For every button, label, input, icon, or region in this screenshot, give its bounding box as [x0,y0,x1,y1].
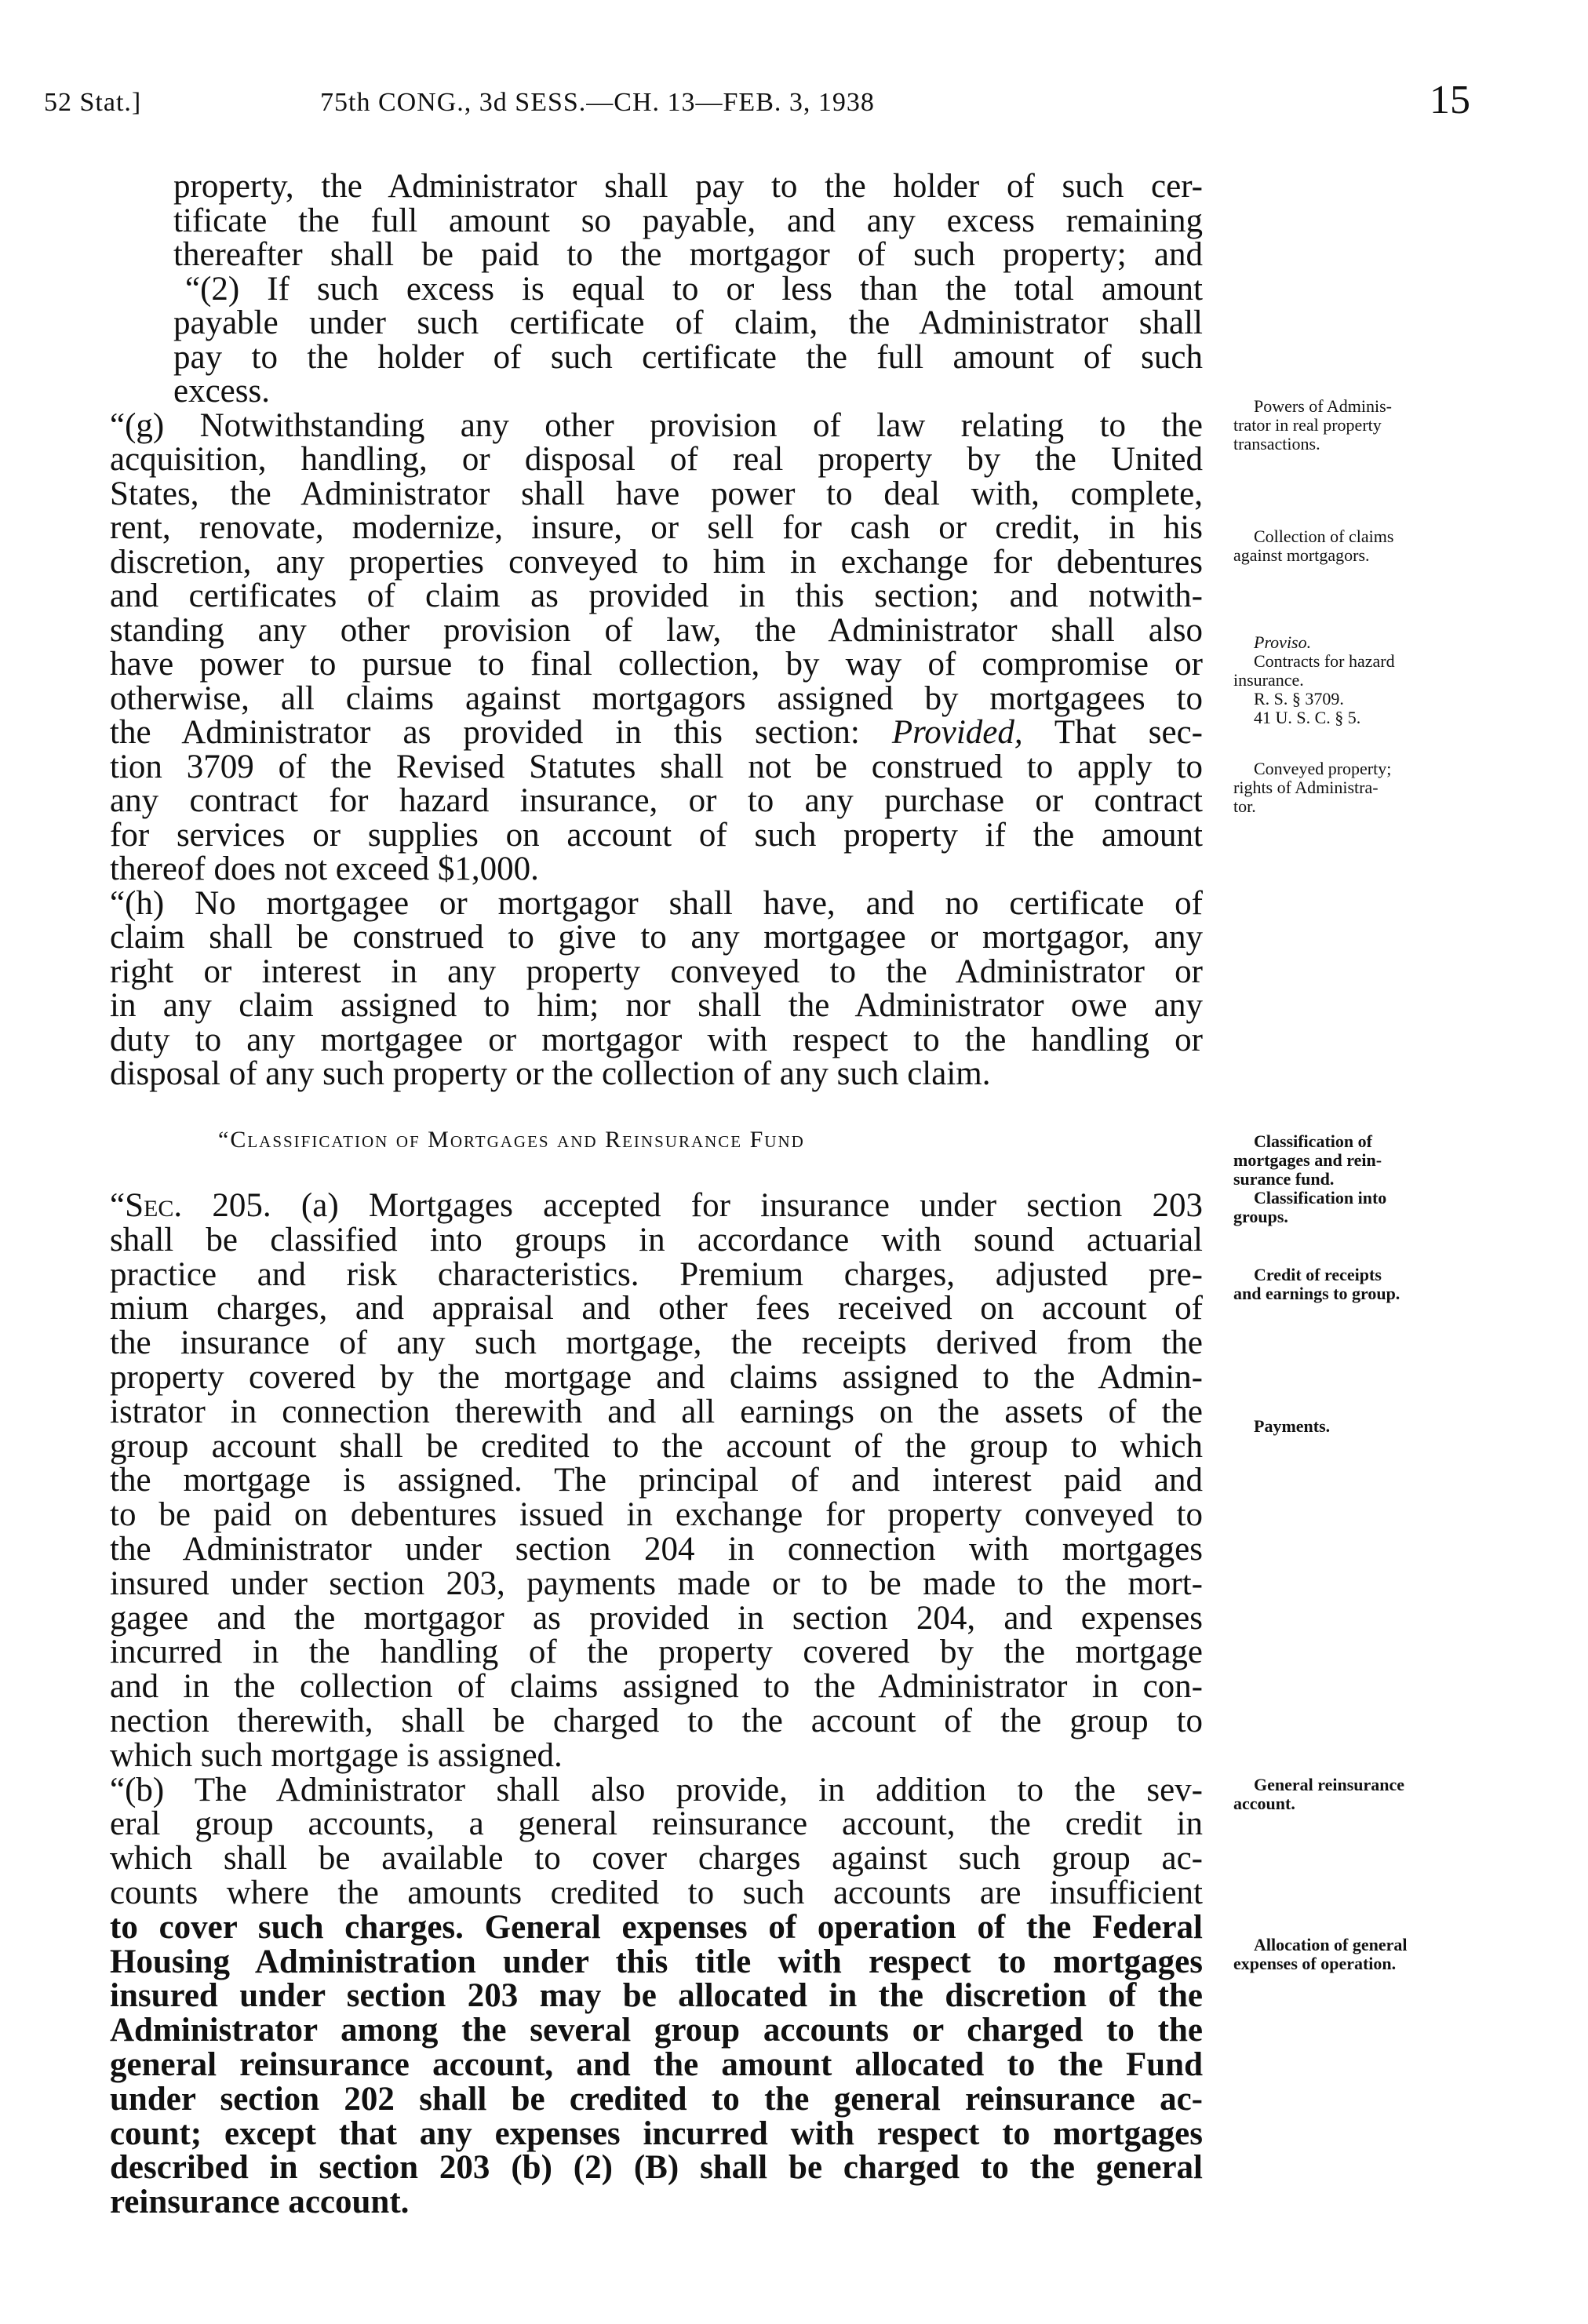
text-line: the insurance of any such mortgage, the receipts derived from the [110,1324,1203,1362]
text-line: property covered by the mortgage and claims assigned to the Admin- [110,1359,1203,1396]
margin-note-line: Allocation of general [1254,1935,1408,1954]
text-line: excess. [173,373,270,410]
margin-note-line: account. [1233,1794,1295,1813]
text-line: eral group accounts, a general reinsurance account, the credit in [110,1805,1203,1843]
text-line: “(g) Notwithstanding any other provision of law relating to the [110,406,1203,444]
text-line: to cover such charges. General expenses of operation of the Federal [110,1908,1203,1946]
text-line: to be paid on debentures issued in exchange for property conveyed to [110,1496,1203,1534]
text-line: claim shall be construed to give to any mortgagee or mortgagor, any [110,919,1203,956]
margin-note-line: insurance. [1233,670,1304,690]
text-line: any contract for hazard insurance, or to any purchase or contract [110,782,1203,819]
text-line: and in the collection of claims assigned to the Administrator in con- [110,1668,1203,1706]
running-head-volume: 52 Stat.] [44,88,142,117]
text-segment: 205. (a) Mortgages accepted for insurance under section 203 [182,1187,1203,1224]
margin-note-line: Classification of [1254,1131,1372,1151]
text-line: nection therewith, shall be charged to the account of the group to [110,1703,1203,1739]
text-line: “(h) No mortgagee or mortgagor shall have, and no certificate of [110,884,1203,922]
text-line [110,1189,1203,1223]
text-line: thereof does not exceed $1,000. [110,851,539,887]
margin-note [1233,1776,1469,1813]
text-segment: Sec. [125,1187,183,1224]
text-line: incurred in the handling of the property covered by the mortgage [110,1634,1203,1671]
margin-note-line: Collection of claims [1254,526,1394,546]
margin-note-line: surance fund. [1233,1169,1335,1189]
text-line: practice and risk characteristics. Premium charges, adjusted pre- [110,1255,1203,1293]
text-line: which such mortgage is assigned. [110,1736,563,1774]
margin-note-line: Conveyed property; [1254,759,1392,778]
text-line: States, the Administrator shall have power to deal with, complete, [110,475,1203,512]
text-line: disposal of any such property or the collection of any such claim. [110,1055,991,1092]
page-number: 15 [1430,78,1470,122]
margin-note-line: mortgages and rein- [1233,1150,1382,1170]
text-line: property, the Administrator shall pay to the holder of such cer- [173,168,1203,205]
margin-note-line: tor. [1233,796,1256,816]
margin-note-line: R. S. § 3709. [1254,689,1344,708]
text-line: in any claim assigned to him; nor shall the Administrator owe any [110,987,1203,1024]
text-line: istrator in connection therewith and all earnings on the assets of the [110,1393,1203,1430]
text-line: counts where the amounts credited to such accounts are insufficient [110,1874,1203,1911]
margin-note-line: expenses of operation. [1233,1954,1397,1973]
margin-note-line: trator in real property [1233,415,1382,435]
margin-note [1233,1266,1469,1303]
margin-note-line: Classification into [1254,1188,1387,1208]
text-line: gagee and the mortgagor as provided in section 204, and expenses [110,1599,1203,1637]
margin-note-line: 41 U. S. C. § 5. [1254,708,1361,727]
text-line: for services or supplies on account of such property if the amount [110,816,1203,854]
text-line: group account shall be credited to the account of the group to which [110,1427,1203,1465]
text-line: otherwise, all claims against mortgagors assigned by mortgagees to [110,679,1203,717]
text-line: insured under section 203 may be allocated in the discretion of the [110,1977,1203,2015]
text-line: and certificates of claim as provided in this section; and notwith- [110,577,1203,614]
margin-note [1233,633,1469,727]
text-line: duty to any mortgagee or mortgagor with respect to the handling or [110,1021,1203,1058]
text-segment: That sec- [1022,714,1203,751]
margin-note [1233,1132,1469,1226]
text-line: rent, renovate, modernize, insure, or sell for cash or credit, in his [110,509,1203,546]
text-line: general reinsurance account, and the amount allocated to the Fund [110,2046,1203,2083]
text-line: the Administrator under section 204 in connection with mortgages [110,1531,1203,1568]
text-segment: Provided, [891,714,1023,751]
text-line: acquisition, handling, or disposal of real property by the United [110,441,1203,478]
text-line: the mortgage is assigned. The principal of and interest paid and [110,1462,1203,1499]
text-line: “(2) If such excess is equal to or less than the total amount [185,270,1203,308]
margin-note-line: Proviso. [1254,632,1312,652]
margin-note [1233,527,1469,565]
text-line: discretion, any properties conveyed to him in exchange for debentures [110,543,1203,581]
margin-note [1233,1936,1469,1973]
text-line: pay to the holder of such certificate the full amount of such [173,338,1203,376]
margin-note [1233,1417,1469,1436]
margin-note-line: Payments. [1254,1416,1331,1436]
text-line: count; except that any expenses incurred with respect to mortgages [110,2115,1203,2152]
margin-note-line: against mortgagors. [1233,545,1370,565]
text-line: described in section 203 (b) (2) (B) shall be charged to the general [110,2149,1203,2187]
text-line: payable under such certificate of claim, the Administrator shall [173,304,1203,341]
text-line: “(b) The Administrator shall also provide, in addition to the sev- [110,1771,1203,1809]
text-line: right or interest in any property conveyed to the Administrator or [110,953,1203,990]
text-line: shall be classified into groups in accordance with sound actuarial [110,1221,1203,1259]
text-line: which shall be available to cover charges against such group ac- [110,1840,1203,1878]
margin-note-line: transactions. [1233,434,1320,454]
margin-note [1233,759,1469,816]
text-line: tificate the full amount so payable, and any excess remaining [173,202,1203,239]
margin-note-line: rights of Administra- [1233,778,1379,797]
text-line: Housing Administration under this title with respect to mortgages [110,1943,1203,1980]
text-line: tion 3709 of the Revised Statutes shall not be construed to apply to [110,748,1203,785]
margin-note-line: General reinsurance [1254,1775,1405,1794]
margin-note-line: and earnings to group. [1233,1284,1400,1303]
margin-note-line: Credit of receipts [1254,1265,1382,1284]
text-line: standing any other provision of law, the Administrator shall also [110,611,1203,649]
section-heading: “Classification of Mortgages and Reinsurance Fund [218,1127,805,1153]
text-segment: the Administrator as provided in this section: [110,714,892,751]
text-line: reinsurance account. [110,2184,410,2221]
margin-note-line: groups. [1233,1207,1288,1226]
running-head-title: 75th CONG., 3d SESS.—CH. 13—FEB. 3, 1938 [320,88,875,117]
text-line: thereafter shall be paid to the mortgagor of such property; and [173,236,1203,273]
margin-note [1233,397,1469,454]
text-line: under section 202 shall be credited to the general reinsurance ac- [110,2080,1203,2118]
text-line: mium charges, and appraisal and other fees received on account of [110,1290,1203,1328]
margin-note-line: Powers of Adminis- [1254,396,1392,416]
text-line: have power to pursue to final collection, by way of compromise or [110,646,1203,683]
text-segment: “ [110,1187,126,1224]
text-line [110,716,1203,750]
margin-note-line: Contracts for hazard [1254,651,1395,671]
text-line: Administrator among the several group accounts or charged to the [110,2012,1203,2049]
text-line: insured under section 203, payments made or to be made to the mort- [110,1565,1203,1602]
